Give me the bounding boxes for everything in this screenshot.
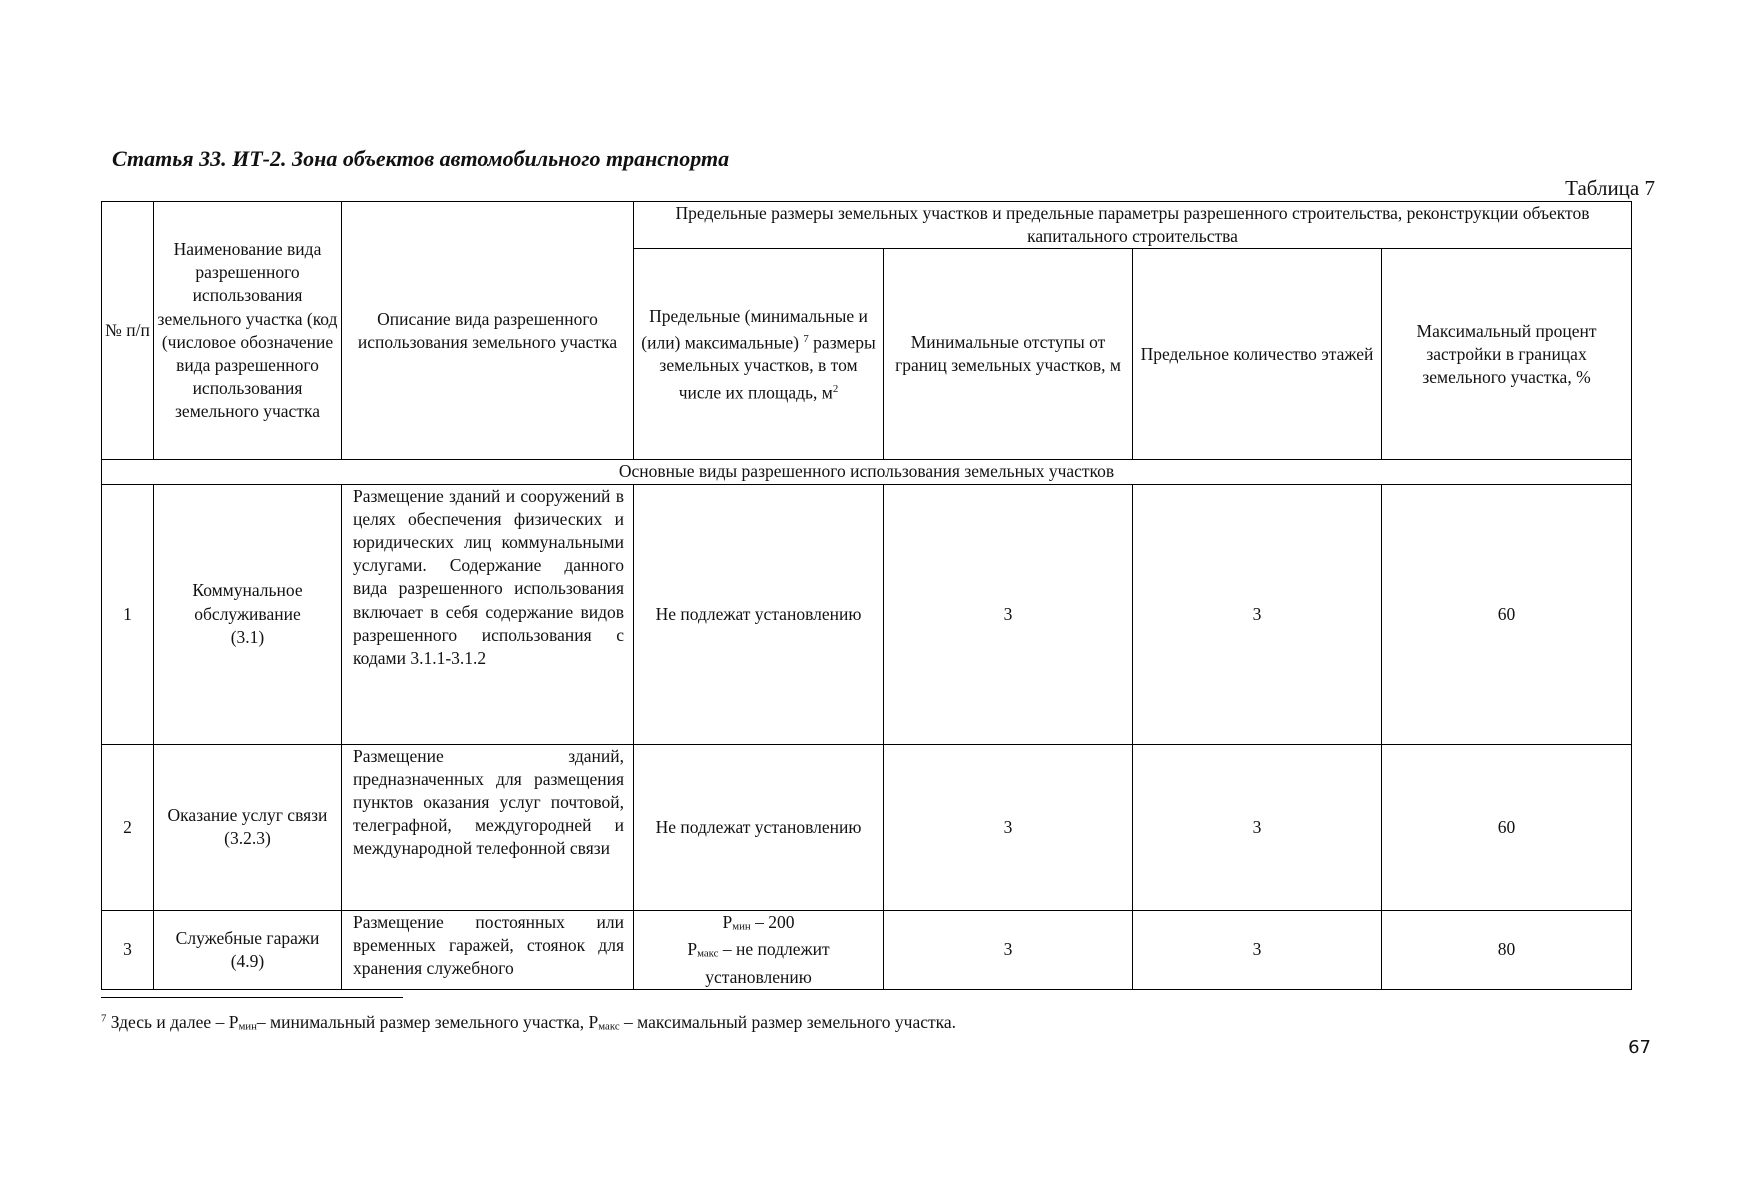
row-sizes: Не подлежат установлению <box>634 744 884 910</box>
footnote-sub-min: мин <box>238 1020 257 1033</box>
footnote-ref: 7 <box>803 332 809 345</box>
table-row <box>102 910 1632 990</box>
header-sizes-pre: Предельные (минимальные и (или) максимальные) <box>641 305 868 353</box>
header-num: № п/п <box>102 202 154 460</box>
row-name <box>154 744 342 910</box>
row-code: (4.9) <box>230 951 265 972</box>
row-coverage: 60 <box>1382 484 1632 744</box>
row-num: 1 <box>102 484 154 744</box>
section-row: Основные виды разрешенного использования земельных участков <box>102 460 1632 484</box>
row-name-text: Коммунальное обслуживание <box>192 580 303 624</box>
row-num: 3 <box>102 910 154 990</box>
row-name-text: Служебные гаражи <box>175 927 320 948</box>
row-coverage: 80 <box>1382 910 1632 990</box>
row-floors: 3 <box>1133 484 1382 744</box>
row-code: (3.2.3) <box>224 828 271 849</box>
p-max-symbol: Р <box>687 939 698 960</box>
header-group: Предельные размеры земельных участков и предельные параметры разрешенного строительства, реконструкции объектов капитального строительства <box>634 202 1632 249</box>
row-setback: 3 <box>884 484 1133 744</box>
p-min-subscript: мин <box>732 920 751 933</box>
row-name <box>154 910 342 990</box>
footnote <box>101 1012 956 1033</box>
header-sizes-post: размеры земельных участков, в том числе их площадь, м <box>659 332 876 403</box>
p-max-value: – не подлежит установлению <box>705 939 830 988</box>
row-num: 2 <box>102 744 154 910</box>
header-setbacks: Минимальные отступы от границ земельных участков, м <box>884 249 1133 460</box>
p-min-value: – 200 <box>750 911 795 932</box>
p-min-symbol: Р <box>722 911 733 932</box>
row-setback: 3 <box>884 910 1133 990</box>
row-code: (3.1) <box>230 626 265 647</box>
row-sizes <box>634 910 884 990</box>
header-sizes-unit-exp: 2 <box>832 382 839 395</box>
header-floors: Предельное количество этажей <box>1133 249 1382 460</box>
header-name: Наименование вида разрешенного использования земельного участка (код (числовое обозначение вида разрешенного использования земельного участка <box>154 202 342 460</box>
footnote-text-c: – максимальный размер земельного участка. <box>619 1012 957 1032</box>
row-sizes: Не подлежат установлению <box>634 484 884 744</box>
row-description: Размещение постоянных или временных гаражей, стоянок для хранения служебного <box>342 910 634 990</box>
table-label: Таблица 7 <box>1565 176 1655 200</box>
row-coverage: 60 <box>1382 744 1632 910</box>
row-name <box>154 484 342 744</box>
p-max-subscript: макс <box>697 948 719 961</box>
row-description: Размещение зданий, предназначенных для размещения пунктов оказания услуг почтовой, телеграфной, междугородней и международной телефонной связи <box>342 744 634 910</box>
table-row <box>102 744 1632 910</box>
header-description: Описание вида разрешенного использования земельного участка <box>342 202 634 460</box>
footnote-text-b: – минимальный размер земельного участка, Р <box>256 1012 599 1032</box>
article-title: Статья 33. ИТ-2. Зона объектов автомобильного транспорта <box>112 146 730 171</box>
footnote-text-a: Здесь и далее – Р <box>106 1012 239 1032</box>
row-description: Размещение зданий и сооружений в целях обеспечения физических и юридических лиц коммунальными услугами. Содержание данного вида разрешенного использования включает в себя содержание видов разрешенного использования с кодами 3.1.1-3.1.2 <box>342 484 634 744</box>
zoning-table <box>101 201 1632 990</box>
footnote-number: 7 <box>101 1012 107 1025</box>
page-number: 67 <box>1628 1037 1651 1058</box>
header-sizes <box>634 249 884 460</box>
row-floors: 3 <box>1133 910 1382 990</box>
footnote-sub-max: макс <box>598 1020 620 1033</box>
footnote-divider <box>101 997 403 998</box>
table-row <box>102 484 1632 744</box>
row-floors: 3 <box>1133 744 1382 910</box>
row-name-text: Оказание услуг связи <box>167 804 328 825</box>
header-coverage: Максимальный процент застройки в границах земельного участка, % <box>1382 249 1632 460</box>
row-setback: 3 <box>884 744 1133 910</box>
